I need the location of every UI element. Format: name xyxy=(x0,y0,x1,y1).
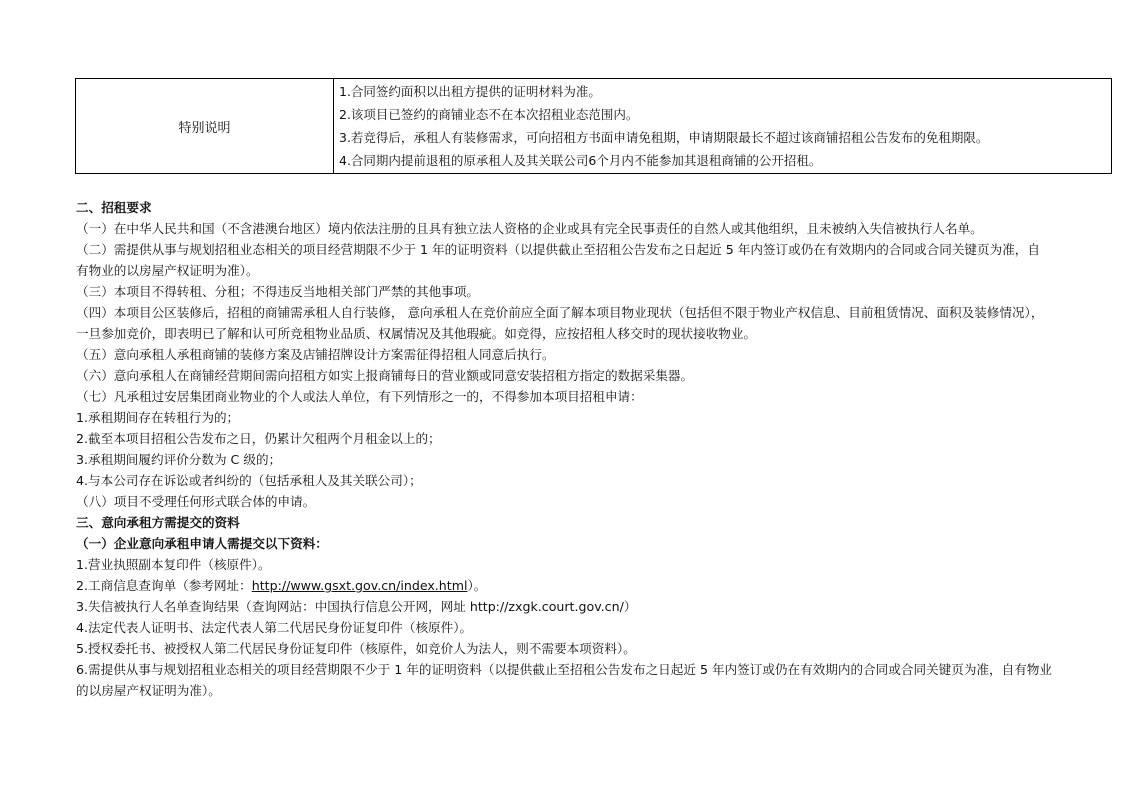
requirement-5: （五）意向承租人承租商铺的装修方案及店铺招牌设计方案需征得招租人同意后执行。 xyxy=(76,347,555,362)
requirement-7: （七）凡承租过安居集团商业物业的个人或法人单位，有下列情形之一的，不得参加本项目招租申请： xyxy=(76,389,643,404)
exclusion-item-1: 1.承租期间存在转租行为的； xyxy=(76,410,240,425)
section-3-subheading: （一）企业意向承租申请人需提交以下资料： xyxy=(76,536,328,551)
requirement-1: （一）在中华人民共和国（不含港澳台地区）境内依法注册的且具有独立法人资格的企业或具有完全民事责任的自然人或其他组织，且未被纳入失信被执行人名单。 xyxy=(76,221,983,236)
material-item-3: 3.失信被执行人名单查询结果（查询网站：中国执行信息公开网，网址 http://zxgk.court.gov.cn/） xyxy=(76,599,637,614)
material-item-2-prefix: 2.工商信息查询单（参考网址： xyxy=(76,578,252,593)
note-item-2: 2.该项目已签约的商铺业态不在本次招租业态范围内。 xyxy=(339,107,639,122)
special-notes-row xyxy=(76,79,1112,174)
section-2-heading: 二、招租要求 xyxy=(76,200,152,215)
requirement-8: （八）项目不受理任何形式联合体的申请。 xyxy=(76,494,316,509)
material-item-6: 6.需提供从事与规划招租业态相关的项目经营期限不少于 1 年的证明资料（以提供截止至招租公告发布之日起近 5 年内签订或仍在有效期内的合同或合同关键页为准，自有物业的以房屋产权证明为准）。 xyxy=(76,662,1052,698)
note-item-4: 4.合同期内提前退租的原承租人及其关联公司6个月内不能参加其退租商铺的公开招租。 xyxy=(339,153,822,168)
special-notes-table xyxy=(75,78,1112,174)
material-item-2-suffix: ）。 xyxy=(467,578,487,593)
special-notes-label: 特别说明 xyxy=(76,79,334,174)
exclusion-item-4: 4.与本公司存在诉讼或者纠纷的（包括承租人及其关联公司）； xyxy=(76,473,422,488)
material-item-1: 1.营业执照副本复印件（核原件）。 xyxy=(76,557,271,572)
note-item-3: 3.若竞得后，承租人有装修需求，可向招租方书面申请免租期，申请期限最长不超过该商铺招租公告发布的免租期限。 xyxy=(339,130,989,145)
section-3-heading: 三、意向承租方需提交的资料 xyxy=(76,515,240,530)
exclusion-item-3: 3.承租期间履约评价分数为 C 级的； xyxy=(76,452,282,467)
requirement-3: （三）本项目不得转租、分租；不得违反当地相关部门严禁的其他事项。 xyxy=(76,284,479,299)
requirement-6: （六）意向承租人在商铺经营期间需向招租方如实上报商铺每日的营业额或同意安装招租方指定的数据采集器。 xyxy=(76,368,694,383)
material-item-2 xyxy=(76,575,1052,596)
document-body xyxy=(76,197,1052,701)
material-item-4: 4.法定代表人证明书、法定代表人第二代居民身份证复印件（核原件）。 xyxy=(76,620,473,635)
exclusion-item-2: 2.截至本项目招租公告发布之日，仍累计欠租两个月租金以上的； xyxy=(76,431,441,446)
requirement-4: （四）本项目公区装修后，招租的商铺需承租人自行装修， 意向承租人在竞价前应全面了解本项目物业现状（包括但不限于物业产权信息、目前租赁情况、面积及装修情况），一旦参加竞价，即表明已了解和认可所竞租物业品质、权属情况及其他瑕疵。如竞得，应按招租人移交时的现状接收物业。 xyxy=(76,305,1044,341)
material-item-5: 5.授权委托书、被授权人第二代居民身份证复印件（核原件，如竞价人为法人，则不需要本项资料）。 xyxy=(76,641,636,656)
note-item-1: 1.合同签约面积以出租方提供的证明材料为准。 xyxy=(339,84,601,99)
requirement-2: （二）需提供从事与规划招租业态相关的项目经营期限不少于 1 年的证明资料（以提供截止至招租公告发布之日起近 5 年内签订或仍在有效期内的合同或合同关键页为准，自有物业的以房屋产权证明为准）。 xyxy=(76,242,1040,278)
gsxt-link[interactable]: http://www.gsxt.gov.cn/index.html xyxy=(251,578,468,593)
special-notes-content xyxy=(334,79,1112,174)
